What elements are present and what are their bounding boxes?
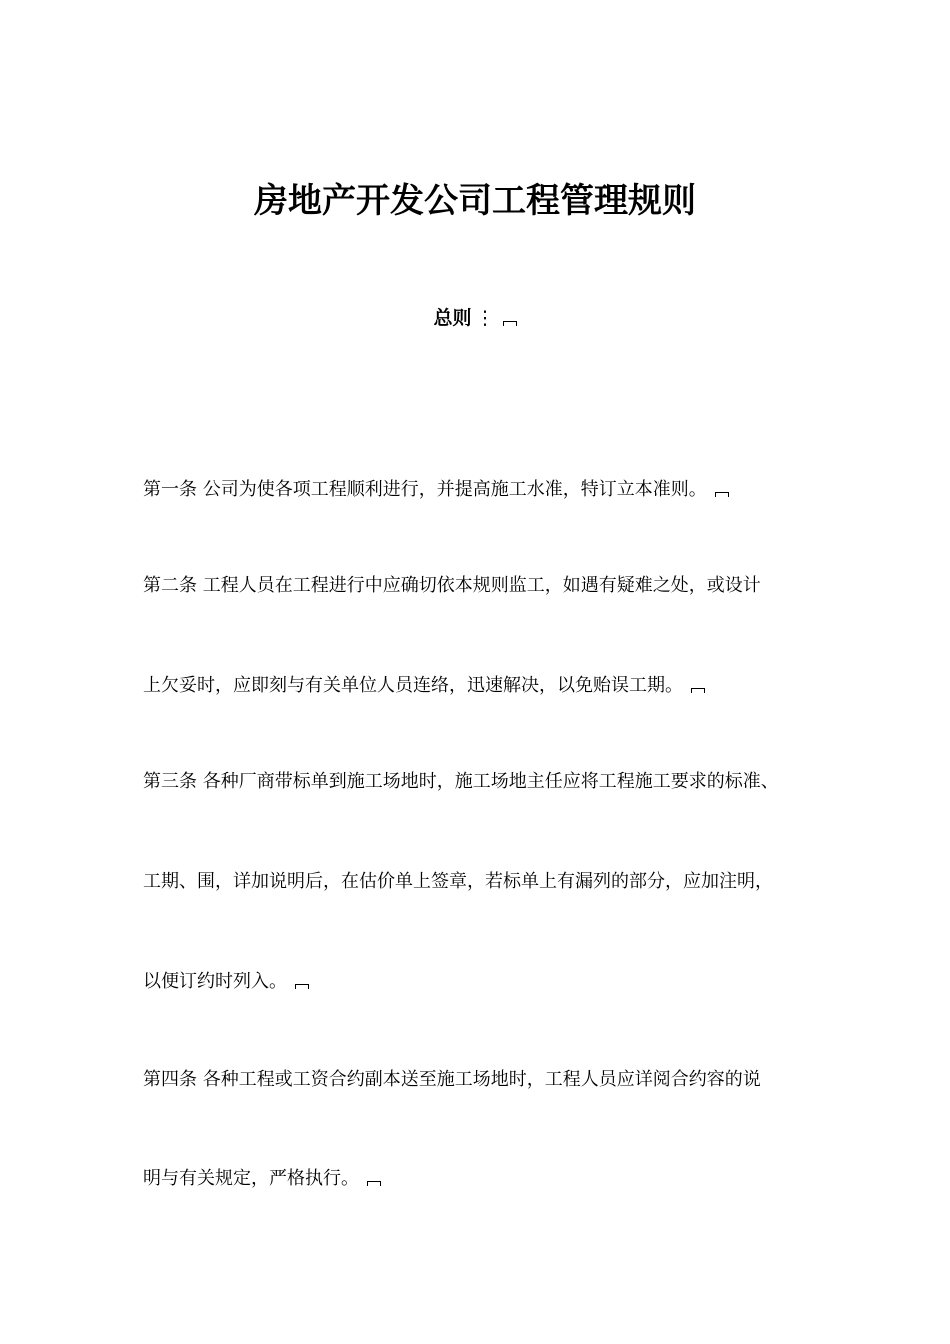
- paragraph-mark-icon: [503, 321, 517, 326]
- line-text: 工期、围，详加说明后，在估价单上签章，若标单上有漏列的部分，应加注明，: [143, 871, 773, 892]
- paragraph-mark-icon: [367, 1181, 381, 1186]
- line-text: 以便订约时列入。: [143, 971, 287, 992]
- article-4-line-1: [143, 1066, 761, 1094]
- article-2-line-1: [143, 572, 761, 600]
- paragraph-mark-icon: [715, 492, 729, 497]
- article-4-line-2: [143, 1165, 381, 1193]
- line-text: 上欠妥时，应即刻与有关单位人员连络，迅速解决，以免贻误工期。: [143, 675, 683, 696]
- chapter-colon: ⋮: [475, 307, 495, 329]
- line-text: 第二条 工程人员在工程进行中应确切依本规则监工，如遇有疑难之处，或设计: [143, 575, 761, 596]
- line-text: 明与有关规定，严格执行。: [143, 1168, 359, 1189]
- article-3-line-3: [143, 968, 309, 996]
- line-text: 第四条 各种工程或工资合约副本送至施工场地时，工程人员应详阅合约容的说: [143, 1069, 761, 1090]
- article-3-line-1: [143, 768, 779, 796]
- chapter-heading: [0, 303, 950, 333]
- line-text: 第三条 各种厂商带标单到施工场地时，施工场地主任应将工程施工要求的标准、: [143, 771, 779, 792]
- chapter-heading-text: 总则: [433, 307, 472, 329]
- document-title: 房地产开发公司工程管理规则: [254, 181, 696, 221]
- paragraph-mark-icon: [691, 688, 705, 693]
- article-3-line-2: [143, 868, 773, 896]
- paragraph-mark-icon: [295, 984, 309, 989]
- line-text: 第一条 公司为使各项工程顺利进行，并提高施工水准，特订立本准则。: [143, 479, 707, 500]
- article-1-line-1: [143, 476, 729, 504]
- article-2-line-2: [143, 672, 705, 700]
